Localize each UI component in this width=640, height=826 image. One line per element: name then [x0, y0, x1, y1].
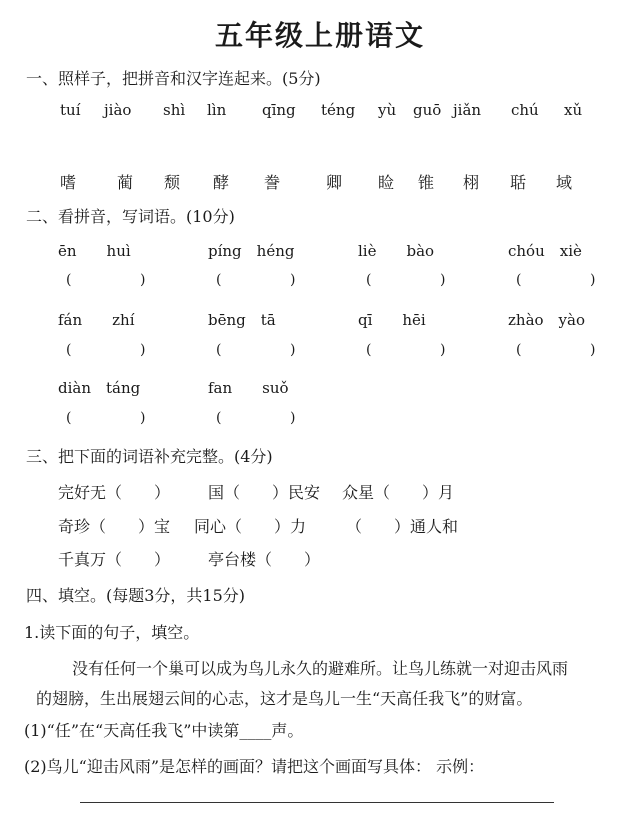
- answer-paren-close: ): [290, 342, 296, 358]
- pinyin-word: bēng tā: [208, 311, 276, 329]
- hanzi-item[interactable]: 卿: [326, 173, 343, 192]
- answer-paren-close: ): [290, 272, 296, 288]
- idiom-item[interactable]: 亭台楼（ ）: [208, 550, 321, 569]
- pinyin-item[interactable]: shì: [163, 101, 186, 119]
- idiom-item[interactable]: 同心（ ）力: [194, 517, 307, 536]
- answer-blank[interactable]: [78, 342, 138, 360]
- hanzi-item[interactable]: 誊: [264, 173, 281, 192]
- pinyin-item[interactable]: téng: [321, 101, 356, 119]
- hanzi-item[interactable]: 蔺: [117, 173, 134, 192]
- idiom-item[interactable]: 国（ ）民安: [208, 483, 321, 502]
- section2-heading: 二、看拼音，写词语。(10分): [26, 207, 235, 226]
- answer-paren-close: ): [140, 342, 146, 358]
- question-1: 1.读下面的句子，填空。: [24, 623, 200, 642]
- pinyin-item[interactable]: jiǎn: [453, 101, 482, 119]
- answer-blank[interactable]: [78, 410, 138, 428]
- answer-paren-open: (: [216, 272, 222, 288]
- pinyin-item[interactable]: guō: [413, 101, 442, 119]
- section3-heading: 三、把下面的词语补充完整。(4分): [26, 447, 273, 466]
- hanzi-item[interactable]: 睑: [378, 173, 395, 192]
- answer-paren-open: (: [66, 272, 72, 288]
- pinyin-word: chóu xiè: [508, 242, 582, 260]
- pinyin-item[interactable]: lìn: [207, 101, 227, 119]
- pinyin-word: fán zhí: [58, 311, 135, 329]
- page-title: 五年级上册语文: [214, 19, 425, 52]
- answer-paren-open: (: [516, 272, 522, 288]
- pinyin-item[interactable]: tuí: [60, 101, 81, 119]
- idiom-item[interactable]: （ ）通人和: [346, 517, 459, 536]
- answer-paren-open: (: [66, 410, 72, 426]
- answer-blank[interactable]: [228, 342, 288, 360]
- pinyin-item[interactable]: xǔ: [564, 101, 583, 119]
- answer-blank[interactable]: [228, 272, 288, 290]
- pinyin-item[interactable]: jiào: [104, 101, 132, 119]
- pinyin-item[interactable]: qīng: [262, 101, 296, 119]
- idiom-item[interactable]: 千真万（ ）: [58, 550, 171, 569]
- answer-paren-open: (: [516, 342, 522, 358]
- passage-line-2: 的翅膀，生出展翅云间的心志，这才是鸟儿一生“天高任我飞”的财富。: [36, 689, 533, 708]
- hanzi-item[interactable]: 栩: [463, 173, 480, 192]
- answer-blank[interactable]: [378, 342, 438, 360]
- section4-heading: 四、填空。(每题3分，共15分): [26, 586, 246, 605]
- passage-line-1: 没有任何一个巢可以成为鸟儿永久的避难所。让鸟儿练就一对迎击风雨: [72, 659, 569, 678]
- answer-blank[interactable]: [228, 410, 288, 428]
- idiom-item[interactable]: 奇珍（ ）宝: [58, 517, 171, 536]
- answer-line[interactable]: [80, 802, 554, 803]
- pinyin-word: zhào yào: [508, 311, 585, 329]
- idiom-item[interactable]: 完好无（ ）: [58, 483, 171, 502]
- hanzi-item[interactable]: 酵: [213, 173, 230, 192]
- answer-paren-open: (: [216, 342, 222, 358]
- answer-blank[interactable]: [528, 342, 588, 360]
- answer-paren-close: ): [290, 410, 296, 426]
- section1-heading: 一、照样子，把拼音和汉字连起来。(5分): [26, 69, 321, 88]
- hanzi-item[interactable]: 域: [556, 173, 573, 192]
- pinyin-word: qī hēi: [358, 311, 426, 329]
- pinyin-word: liè bào: [358, 242, 435, 260]
- answer-paren-close: ): [590, 272, 596, 288]
- answer-paren-close: ): [140, 410, 146, 426]
- pinyin-word: fan suǒ: [208, 379, 289, 397]
- answer-paren-close: ): [440, 342, 446, 358]
- idiom-item[interactable]: 众星（ ）月: [342, 483, 455, 502]
- hanzi-item[interactable]: 嗜: [60, 173, 77, 192]
- sub-question-2: (2)鸟儿“迎击风雨”是怎样的画面？请把这个画面写具体： 示例：: [24, 757, 485, 776]
- answer-paren-close: ): [590, 342, 596, 358]
- answer-paren-open: (: [66, 342, 72, 358]
- answer-paren-close: ): [440, 272, 446, 288]
- answer-blank[interactable]: [78, 272, 138, 290]
- pinyin-word: píng héng: [208, 242, 295, 260]
- pinyin-item[interactable]: chú: [511, 101, 539, 119]
- pinyin-word: diàn táng: [58, 379, 141, 397]
- pinyin-item[interactable]: yù: [378, 101, 397, 119]
- hanzi-item[interactable]: 颓: [164, 173, 181, 192]
- pinyin-word: ēn huì: [58, 242, 131, 260]
- answer-blank[interactable]: [378, 272, 438, 290]
- sub-question-1: (1)“任”在“天高任我飞”中读第____声。: [24, 721, 304, 740]
- answer-paren-open: (: [366, 342, 372, 358]
- answer-blank[interactable]: [528, 272, 588, 290]
- answer-paren-open: (: [366, 272, 372, 288]
- answer-paren-open: (: [216, 410, 222, 426]
- answer-paren-close: ): [140, 272, 146, 288]
- hanzi-item[interactable]: 聒: [510, 173, 527, 192]
- hanzi-item[interactable]: 锥: [418, 173, 435, 192]
